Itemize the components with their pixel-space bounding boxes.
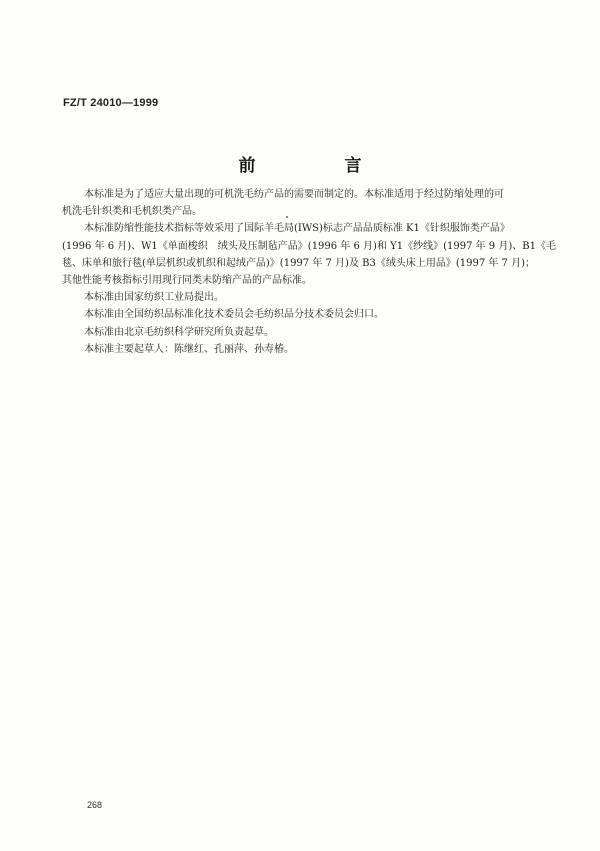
page-number: 268 bbox=[87, 800, 103, 810]
text-line: 本标准是为了适应大量出现的可机洗毛纺产品的需要而制定的。本标准适用于经过防缩处理的可 bbox=[84, 189, 504, 200]
text-line: 本标准由北京毛纺织科学研究所负责起草。 bbox=[84, 326, 274, 338]
standard-code: FZ/T 24010—1999 bbox=[63, 97, 159, 109]
text-line: (1996 年 6 月)、W1《单面梭织 绒头及压制毡产品》(1996 年 6 月)和 Y1《纱线》(1997 年 9 月)、B1《毛 bbox=[62, 240, 556, 252]
text-line: 本标准防缩性能技术指标等效采用了国际羊毛局(IWS)标志产品品质标准 K1《针织服饰类产品》 bbox=[84, 223, 510, 235]
text-line: 其他性能考核指标引用现行同类未防缩产品的产品标准。 bbox=[62, 275, 312, 287]
section-title: 前 言 bbox=[238, 156, 398, 176]
text-line: 本标准主要起草人：陈继红、孔丽萍、孙寿椿。 bbox=[84, 343, 294, 355]
paragraph-drafters bbox=[62, 341, 544, 358]
paragraph-scope bbox=[62, 186, 544, 220]
scan-speck bbox=[286, 216, 288, 218]
paragraph-drafting-unit bbox=[62, 324, 544, 341]
paragraph-administrator bbox=[62, 306, 544, 323]
text-line: 本标准由全国纺织品标准化技术委员会毛纺织品分技术委员会归口。 bbox=[84, 309, 384, 321]
text-line: 机洗毛针织类和毛机织类产品。 bbox=[62, 206, 202, 218]
text-line: 本标准由国家纺织工业局提出。 bbox=[84, 292, 224, 304]
paragraph-proposer bbox=[62, 289, 544, 306]
paragraph-technical-index bbox=[62, 220, 556, 289]
foreword-body bbox=[62, 186, 556, 358]
text-line: 毯、床单和旅行毯(单层机织或机织和起绒产品)》(1997 年 7 月)及 B3《绒头床上用品》(1997 年 7 月)； bbox=[62, 257, 535, 269]
